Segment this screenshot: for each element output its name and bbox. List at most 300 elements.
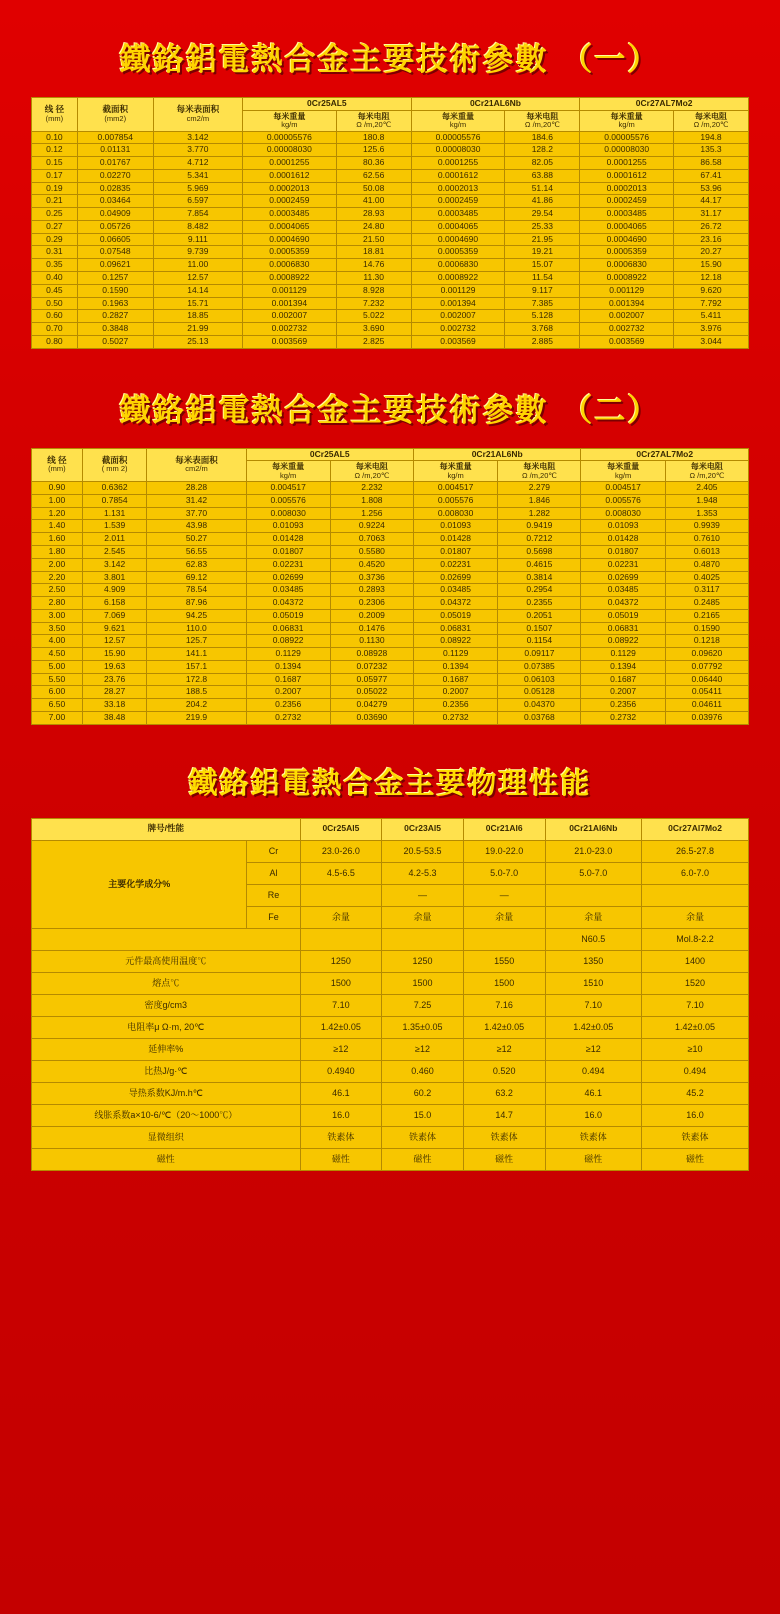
table-cell: 23.0-26.0 xyxy=(300,840,382,862)
table-cell: 5.0-7.0 xyxy=(545,862,642,884)
table-cell: 0.02231 xyxy=(581,558,665,571)
table-row xyxy=(32,98,749,111)
table-row xyxy=(32,711,749,724)
table-cell: 21.99 xyxy=(153,323,242,336)
table-row xyxy=(32,494,749,507)
table-cell: 0.1154 xyxy=(498,635,581,648)
table-cell: 11.54 xyxy=(505,272,580,285)
table-cell: 0.60 xyxy=(32,310,78,323)
table-cell: 7.385 xyxy=(505,297,580,310)
table-cell xyxy=(300,928,382,950)
table-cell xyxy=(463,928,545,950)
table-cell: 8.928 xyxy=(336,284,411,297)
table-cell: 0.05128 xyxy=(498,686,581,699)
table-cell: 0.7854 xyxy=(82,494,147,507)
table-cell: 14.7 xyxy=(463,1104,545,1126)
header-unit: (mm) xyxy=(45,113,64,123)
table-cell: 0.004517 xyxy=(413,482,497,495)
table-cell: 50.27 xyxy=(147,533,246,546)
table-cell: 21.95 xyxy=(505,233,580,246)
table-cell: 0.0004065 xyxy=(242,220,336,233)
header-unit: (mm2) xyxy=(104,113,127,123)
table-row xyxy=(32,220,749,233)
table-3-body xyxy=(32,840,749,1170)
table-cell: 0.001129 xyxy=(580,284,674,297)
table-cell: 18.81 xyxy=(336,246,411,259)
table-cell: 0.04372 xyxy=(246,597,330,610)
table-cell: 磁性 xyxy=(545,1148,642,1170)
table-cell: 0.01093 xyxy=(581,520,665,533)
table-cell: 0.9419 xyxy=(498,520,581,533)
table-cell: 0.03976 xyxy=(665,711,748,724)
table-cell: 38.48 xyxy=(82,711,147,724)
header-resistance-3: 每米电阻 Ω /m,20℃ xyxy=(674,110,749,131)
table-cell: 63.2 xyxy=(463,1082,545,1104)
table-cell: 0.06831 xyxy=(413,622,497,635)
header-resistance-2: 每米电阻 Ω /m,20℃ xyxy=(505,110,580,131)
table-cell: ≥10 xyxy=(642,1038,749,1060)
table-cell: 1400 xyxy=(642,950,749,972)
table-cell: 0.03690 xyxy=(330,711,413,724)
table-row xyxy=(32,994,749,1016)
header-weight-1: 每米重量 kg/m xyxy=(246,461,330,482)
table-cell: 0.04909 xyxy=(77,208,153,221)
table-row xyxy=(32,818,749,840)
table-cell: 0.001129 xyxy=(411,284,505,297)
table-cell: 0.0005359 xyxy=(411,246,505,259)
page-title-1: 鐵鉻鋁電熱合金主要技術參數 （一） xyxy=(119,42,661,78)
table-cell: 7.854 xyxy=(153,208,242,221)
table-cell: 1.35±0.05 xyxy=(382,1016,464,1038)
table-cell: ≥12 xyxy=(300,1038,382,1060)
physical-properties-table xyxy=(31,818,749,1171)
table-cell: 7.10 xyxy=(642,994,749,1016)
table-cell: 1.539 xyxy=(82,520,147,533)
table-cell: 0.4615 xyxy=(498,558,581,571)
table-cell: 1.846 xyxy=(498,494,581,507)
table-cell: 0.7610 xyxy=(665,533,748,546)
table-cell: 1.808 xyxy=(330,494,413,507)
table-cell: 0.004517 xyxy=(581,482,665,495)
table-cell: 0.0002013 xyxy=(411,182,505,195)
table-cell: 0.1687 xyxy=(581,673,665,686)
property-label: 显微组织 xyxy=(32,1126,301,1148)
table-row xyxy=(32,448,749,461)
table-cell: 0.4870 xyxy=(665,558,748,571)
table-cell: 16.0 xyxy=(300,1104,382,1126)
table-cell: 0.1257 xyxy=(77,272,153,285)
table-cell: 0.001394 xyxy=(580,297,674,310)
table-row xyxy=(32,1038,749,1060)
table-cell: 5.022 xyxy=(336,310,411,323)
table-cell: 9.620 xyxy=(674,284,749,297)
table-cell: 4.00 xyxy=(32,635,83,648)
table-cell: 1.00 xyxy=(32,494,83,507)
table-cell: 0.1394 xyxy=(581,660,665,673)
table-cell: 0.9939 xyxy=(665,520,748,533)
table-cell: 0.2356 xyxy=(581,699,665,712)
composition-element: Cr xyxy=(247,840,300,862)
table-cell: 0.0003485 xyxy=(411,208,505,221)
table-row xyxy=(32,622,749,635)
table-cell: 1.40 xyxy=(32,520,83,533)
table-cell: 4.50 xyxy=(32,648,83,661)
header-weight-2: 每米重量 kg/m xyxy=(413,461,497,482)
table-cell: 15.07 xyxy=(505,259,580,272)
table-row xyxy=(32,660,749,673)
table-cell: 1250 xyxy=(300,950,382,972)
table-cell: 0.2893 xyxy=(330,584,413,597)
header-resistance-1: 每米电阻 Ω /m,20℃ xyxy=(330,461,413,482)
table-row xyxy=(32,928,749,950)
header-section-area: 截面积 ( mm 2) xyxy=(82,448,147,482)
table-cell: 0.0001255 xyxy=(411,157,505,170)
table-cell: 16.0 xyxy=(545,1104,642,1126)
table-row xyxy=(32,686,749,699)
table-row xyxy=(32,584,749,597)
table-row xyxy=(32,1082,749,1104)
table-cell: 0.07548 xyxy=(77,246,153,259)
table-cell: 0.90 xyxy=(32,482,83,495)
header-alloy-1: 0Cr25Al5 xyxy=(300,818,382,840)
table-cell: 25.33 xyxy=(505,220,580,233)
table-row xyxy=(32,310,749,323)
table-cell: 0.7063 xyxy=(330,533,413,546)
table-cell: 0.40 xyxy=(32,272,78,285)
table-cell xyxy=(382,928,464,950)
table-cell: 0.01093 xyxy=(246,520,330,533)
table-cell: 9.111 xyxy=(153,233,242,246)
table-cell: 0.0001255 xyxy=(242,157,336,170)
table-cell: 0.03485 xyxy=(413,584,497,597)
table-cell: 0.002007 xyxy=(411,310,505,323)
table-cell: 3.142 xyxy=(153,131,242,144)
table-cell: 62.83 xyxy=(147,558,246,571)
table-cell: 1500 xyxy=(382,972,464,994)
table-cell: 0.1129 xyxy=(413,648,497,661)
table-cell: 0.01807 xyxy=(246,546,330,559)
table-cell: 6.597 xyxy=(153,195,242,208)
table-cell: 0.0002459 xyxy=(580,195,674,208)
header-weight-1: 每米重量 kg/m xyxy=(242,110,336,131)
table-cell: 67.41 xyxy=(674,169,749,182)
table-cell: 0.03485 xyxy=(581,584,665,597)
table-cell: 0.7212 xyxy=(498,533,581,546)
table-cell xyxy=(545,884,642,906)
table-cell: 0.02699 xyxy=(246,571,330,584)
table-cell: 磁性 xyxy=(382,1148,464,1170)
table-cell: 45.2 xyxy=(642,1082,749,1104)
table-cell: 19.0-22.0 xyxy=(463,840,545,862)
section-table-1 xyxy=(0,97,780,355)
table-cell: 0.02699 xyxy=(581,571,665,584)
table-row xyxy=(32,507,749,520)
table-cell: 0.0006830 xyxy=(580,259,674,272)
table-cell: 0.45 xyxy=(32,284,78,297)
table-cell: 0.10 xyxy=(32,131,78,144)
table-cell: 2.279 xyxy=(498,482,581,495)
table-cell: 5.411 xyxy=(674,310,749,323)
table-cell: 0.520 xyxy=(463,1060,545,1082)
table-cell: 2.545 xyxy=(82,546,147,559)
table-cell: 0.1687 xyxy=(413,673,497,686)
table-cell: 0.0008922 xyxy=(580,272,674,285)
table-cell: 0.07385 xyxy=(498,660,581,673)
table-cell: 7.25 xyxy=(382,994,464,1016)
table-row xyxy=(32,558,749,571)
table-cell: 0.0008922 xyxy=(242,272,336,285)
section-table-2 xyxy=(0,448,780,731)
table-cell: ≥12 xyxy=(545,1038,642,1060)
table-cell: 7.792 xyxy=(674,297,749,310)
table-cell: 0.02231 xyxy=(246,558,330,571)
table-cell: 0.35 xyxy=(32,259,78,272)
table-cell: 铁素体 xyxy=(545,1126,642,1148)
table-cell: 41.00 xyxy=(336,195,411,208)
table-row xyxy=(32,284,749,297)
table-cell: 29.54 xyxy=(505,208,580,221)
table-cell: 3.768 xyxy=(505,323,580,336)
table-cell: 9.621 xyxy=(82,622,147,635)
table-cell: 0.19 xyxy=(32,182,78,195)
header-label: 截面积 xyxy=(102,104,129,115)
table-cell: 0.008030 xyxy=(413,507,497,520)
table-cell: 0.0006830 xyxy=(242,259,336,272)
table-cell: 0.29 xyxy=(32,233,78,246)
table-cell: 铁素体 xyxy=(463,1126,545,1148)
table-cell: ≥12 xyxy=(382,1038,464,1060)
table-cell: 5.341 xyxy=(153,169,242,182)
table-cell: 0.06440 xyxy=(665,673,748,686)
table-cell: 9.117 xyxy=(505,284,580,297)
table-cell: 0.2732 xyxy=(246,711,330,724)
page-title-3: 鐵鉻鋁電熱合金主要物理性能 xyxy=(188,765,592,800)
table-cell: 18.85 xyxy=(153,310,242,323)
composition-element: Al xyxy=(247,862,300,884)
table-cell: 2.232 xyxy=(330,482,413,495)
table-cell: 204.2 xyxy=(147,699,246,712)
table-row xyxy=(32,673,749,686)
table-cell: 0.17 xyxy=(32,169,78,182)
table-cell: 0.0004690 xyxy=(242,233,336,246)
property-label: 线胀系数a×10-6/℃（20～1000℃） xyxy=(32,1104,301,1126)
table-cell: 33.18 xyxy=(82,699,147,712)
table-row xyxy=(32,157,749,170)
table-cell: 0.003569 xyxy=(580,335,674,348)
table-row xyxy=(32,648,749,661)
table-row xyxy=(32,144,749,157)
table-cell: 14.14 xyxy=(153,284,242,297)
table-row xyxy=(32,1126,749,1148)
table-cell: 12.57 xyxy=(153,272,242,285)
table-cell: 8.482 xyxy=(153,220,242,233)
table-cell: 0.03485 xyxy=(246,584,330,597)
table-cell: 5.969 xyxy=(153,182,242,195)
table-cell: 4.5-6.5 xyxy=(300,862,382,884)
table-cell: 20.5-53.5 xyxy=(382,840,464,862)
table-cell: 2.80 xyxy=(32,597,83,610)
table-cell: 0.2827 xyxy=(77,310,153,323)
table-cell: 125.7 xyxy=(147,635,246,648)
table-cell: 0.01807 xyxy=(581,546,665,559)
header-resistance-3: 每米电阻 Ω /m,20℃ xyxy=(665,461,748,482)
table-cell: 0.2007 xyxy=(246,686,330,699)
table-cell: 0.5580 xyxy=(330,546,413,559)
table-cell: 0.2051 xyxy=(498,609,581,622)
table-cell: 56.55 xyxy=(147,546,246,559)
table-row xyxy=(32,571,749,584)
table-cell: 1.256 xyxy=(330,507,413,520)
table-cell: 0.2485 xyxy=(665,597,748,610)
table-row xyxy=(32,208,749,221)
table-cell: 3.50 xyxy=(32,622,83,635)
table-cell: 0.1394 xyxy=(246,660,330,673)
table-row xyxy=(32,1148,749,1170)
table-cell: 0.00005576 xyxy=(411,131,505,144)
table-cell: 0.0002459 xyxy=(242,195,336,208)
table-cell: 0.01428 xyxy=(246,533,330,546)
table-cell: 1500 xyxy=(463,972,545,994)
table-cell: 31.42 xyxy=(147,494,246,507)
table-cell xyxy=(32,928,301,950)
table-cell: 0.04370 xyxy=(498,699,581,712)
table-cell: 7.232 xyxy=(336,297,411,310)
header-resistance-1: 每米电阻 Ω /m,20℃ xyxy=(336,110,411,131)
table-cell: 0.1507 xyxy=(498,622,581,635)
table-cell: 0.1129 xyxy=(581,648,665,661)
header-alloy-2: 0Cr21AL6Nb xyxy=(411,98,580,111)
table-cell: 0.001394 xyxy=(411,297,505,310)
property-label: 密度g/cm3 xyxy=(32,994,301,1016)
table-cell: 0.0003485 xyxy=(580,208,674,221)
table-cell: 1350 xyxy=(545,950,642,972)
property-label: 比热J/g·℃ xyxy=(32,1060,301,1082)
table-cell: 0.001394 xyxy=(242,297,336,310)
table-cell: 0.01767 xyxy=(77,157,153,170)
table-cell: 0.002007 xyxy=(580,310,674,323)
table-2-body xyxy=(32,482,749,725)
table-row xyxy=(32,520,749,533)
header-unit: cm2/m xyxy=(186,113,210,123)
table-cell: 0.2732 xyxy=(413,711,497,724)
table-cell: 余量 xyxy=(300,906,382,928)
table-cell: 0.1963 xyxy=(77,297,153,310)
table-cell: 1.948 xyxy=(665,494,748,507)
table-cell: 7.10 xyxy=(300,994,382,1016)
header-alloy-3: 0Cr21Al6 xyxy=(463,818,545,840)
table-cell: 0.0003485 xyxy=(242,208,336,221)
table-cell: 6.50 xyxy=(32,699,83,712)
table-cell: 7.069 xyxy=(82,609,147,622)
table-cell: 0.09621 xyxy=(77,259,153,272)
table-cell: 46.1 xyxy=(300,1082,382,1104)
table-cell: 19.63 xyxy=(82,660,147,673)
table-cell: 19.21 xyxy=(505,246,580,259)
table-cell: 1.20 xyxy=(32,507,83,520)
table-cell: 0.01093 xyxy=(413,520,497,533)
tech-params-table-2 xyxy=(31,448,749,725)
table-cell: 41.86 xyxy=(505,195,580,208)
table-cell: 50.08 xyxy=(336,182,411,195)
table-cell: 1.353 xyxy=(665,507,748,520)
table-cell: 0.0004690 xyxy=(580,233,674,246)
table-cell: 0.2356 xyxy=(413,699,497,712)
table-row xyxy=(32,131,749,144)
table-cell: 0.04279 xyxy=(330,699,413,712)
table-cell: 0.0001255 xyxy=(580,157,674,170)
table-cell: 0.25 xyxy=(32,208,78,221)
table-row xyxy=(32,233,749,246)
table-cell: 6.0-7.0 xyxy=(642,862,749,884)
table-cell: 1520 xyxy=(642,972,749,994)
table-cell: 0.2732 xyxy=(581,711,665,724)
table-cell: 0.003569 xyxy=(411,335,505,348)
page-title-2: 鐵鉻鋁電熱合金主要技術參數 （二） xyxy=(119,392,661,429)
table-row xyxy=(32,259,749,272)
table-cell: 44.17 xyxy=(674,195,749,208)
table-cell: 0.08922 xyxy=(246,635,330,648)
table-cell: 28.28 xyxy=(147,482,246,495)
property-label: 熔点℃ xyxy=(32,972,301,994)
table-cell: 125.6 xyxy=(336,144,411,157)
table-cell: 磁性 xyxy=(463,1148,545,1170)
table-cell: 0.0002013 xyxy=(242,182,336,195)
table-cell: 3.044 xyxy=(674,335,749,348)
table-cell: 157.1 xyxy=(147,660,246,673)
table-cell: 0.002007 xyxy=(242,310,336,323)
table-cell: 24.80 xyxy=(336,220,411,233)
header-label: 线 径 xyxy=(44,104,65,115)
table-cell: 6.158 xyxy=(82,597,147,610)
table-cell: 0.00008030 xyxy=(580,144,674,157)
table-cell: 62.56 xyxy=(336,169,411,182)
composition-element: Fe xyxy=(247,906,300,928)
table-cell: 16.0 xyxy=(642,1104,749,1126)
table-row xyxy=(32,546,749,559)
table-cell: 141.1 xyxy=(147,648,246,661)
table-cell: 0.70 xyxy=(32,323,78,336)
table-cell: 0.06605 xyxy=(77,233,153,246)
table-cell: 31.17 xyxy=(674,208,749,221)
table-cell: 0.27 xyxy=(32,220,78,233)
table-row xyxy=(32,272,749,285)
table-cell: 磁性 xyxy=(642,1148,749,1170)
table-cell: 0.1687 xyxy=(246,673,330,686)
table-cell: 0.08928 xyxy=(330,648,413,661)
table-cell: 0.2356 xyxy=(246,699,330,712)
table-cell: 铁素体 xyxy=(300,1126,382,1148)
table-cell: 0.03464 xyxy=(77,195,153,208)
table-cell: 128.2 xyxy=(505,144,580,157)
table-cell: 0.0002459 xyxy=(411,195,505,208)
table-cell: — xyxy=(463,884,545,906)
table-cell: 3.00 xyxy=(32,609,83,622)
table-cell: 80.36 xyxy=(336,157,411,170)
header-weight-3: 每米重量 kg/m xyxy=(581,461,665,482)
table-cell: 0.05022 xyxy=(330,686,413,699)
table-cell: 0.09620 xyxy=(665,648,748,661)
table-cell: 3.976 xyxy=(674,323,749,336)
header-surface-area: 每米表面积 cm2/m xyxy=(147,448,246,482)
table-cell: 53.96 xyxy=(674,182,749,195)
table-cell: 0.2007 xyxy=(581,686,665,699)
table-cell: 0.4025 xyxy=(665,571,748,584)
table-cell: 20.27 xyxy=(674,246,749,259)
table-1-body xyxy=(32,131,749,348)
table-cell: 0.1394 xyxy=(413,660,497,673)
table-cell: 0.04372 xyxy=(413,597,497,610)
table-cell: 37.70 xyxy=(147,507,246,520)
